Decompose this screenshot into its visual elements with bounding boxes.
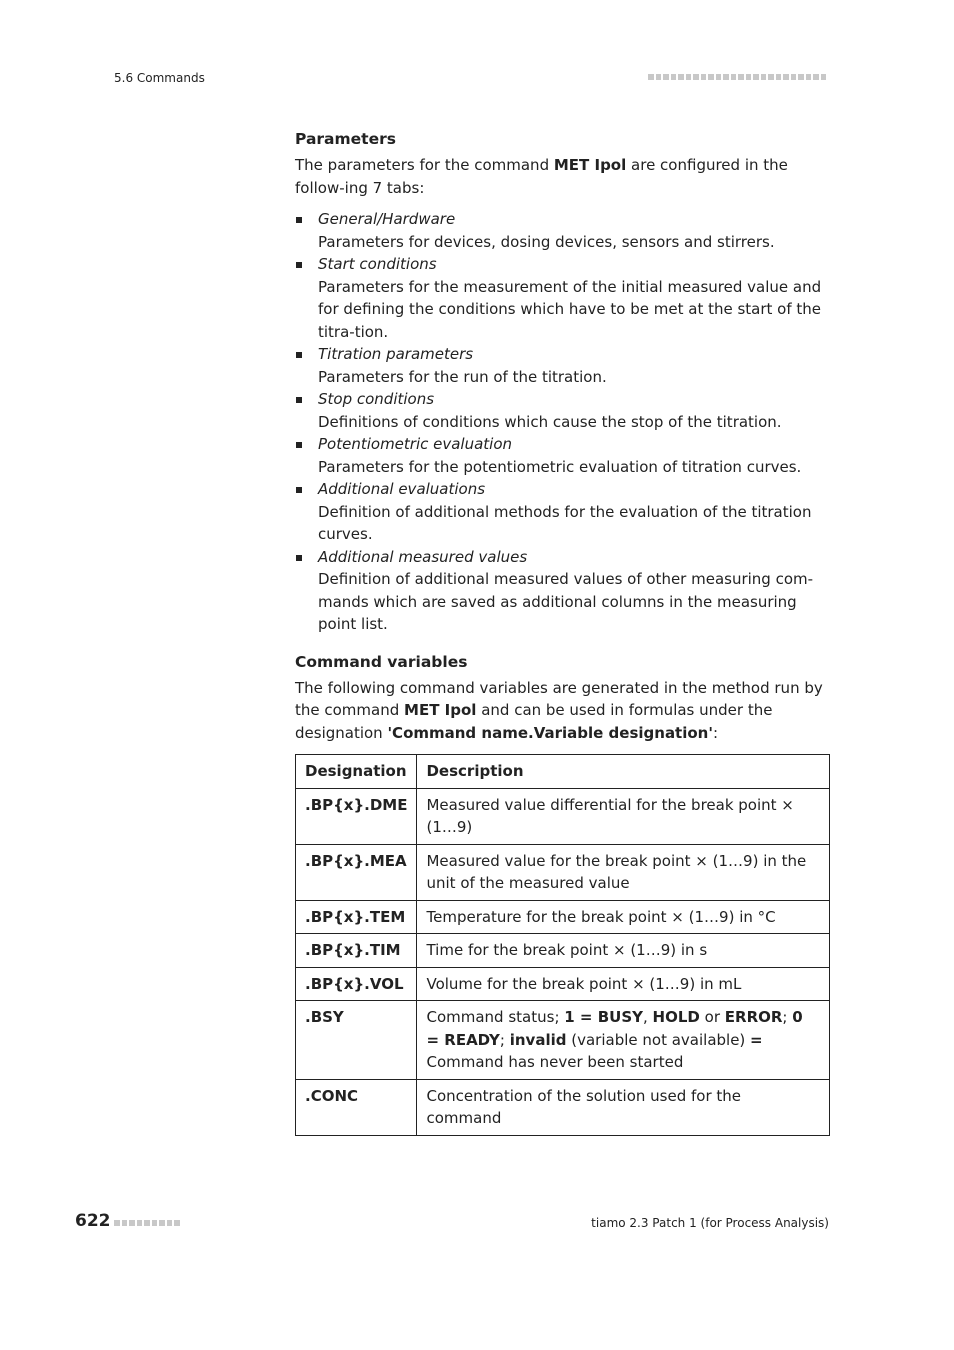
tab-title: Titration parameters [318, 345, 474, 363]
table-row [296, 934, 830, 968]
tab-description: Parameters for the measurement of the initial measured value and for defining the conditions which have to be met at the start of the titra-tion. [318, 277, 822, 341]
tab-title: Start conditions [318, 255, 437, 273]
bullet-icon [296, 217, 302, 223]
list-item [295, 433, 829, 478]
variable-description: Volume for the break point × (1…9) in mL [417, 967, 830, 1001]
bullet-icon [296, 487, 302, 493]
tab-description: Definition of additional measured values of other measuring com-mands which are saved as additional columns in the measuring point list. [318, 570, 814, 633]
table-row [296, 900, 830, 934]
page-number: 622 [75, 1211, 111, 1231]
variables-intro: The following command variables are generated in the method run by the command MET Ipol and can be used in formulas under the designation 'Command name.Variable designation': [295, 678, 823, 742]
list-item [295, 388, 829, 433]
header-decoration-dots [648, 74, 829, 82]
variable-designation: .BP{x}.TIM [296, 934, 417, 968]
table-row [296, 844, 830, 900]
column-header-description: Description [417, 755, 830, 789]
list-item [295, 253, 829, 343]
bullet-icon [296, 262, 302, 268]
list-item [295, 208, 829, 253]
variable-description: Measured value for the break point × (1…9) in the unit of the measured value [417, 844, 830, 900]
variable-designation: .BP{x}.MEA [296, 844, 417, 900]
table-row [296, 1079, 830, 1135]
footer-product-name: tiamo 2.3 Patch 1 (for Process Analysis) [591, 1216, 829, 1230]
parameters-intro: The parameters for the command MET Ipol are configured in the follow-ing 7 tabs: [295, 156, 788, 197]
list-item [295, 343, 829, 388]
variable-designation: .BP{x}.DME [296, 788, 417, 844]
tab-title: Potentiometric evaluation [318, 435, 513, 453]
variable-description: Concentration of the solution used for the command [417, 1079, 830, 1135]
variable-designation: .CONC [296, 1079, 417, 1135]
command-name: MET Ipol [553, 156, 627, 174]
tab-title: General/Hardware [318, 210, 456, 228]
bullet-icon [296, 397, 302, 403]
command-variables-heading: Command variables [295, 652, 468, 671]
bullet-icon [296, 555, 302, 561]
list-item [295, 478, 829, 546]
tab-description: Parameters for the run of the titration. [318, 367, 607, 386]
tab-description: Parameters for the potentiometric evaluation of titration curves. [318, 457, 802, 476]
parameters-heading: Parameters [295, 130, 396, 148]
column-header-designation: Designation [296, 755, 417, 789]
main-content [295, 128, 829, 1136]
variable-designation: .BP{x}.TEM [296, 900, 417, 934]
table-row [296, 788, 830, 844]
variable-description: Temperature for the break point × (1…9) in °C [417, 900, 830, 934]
table-row [296, 1001, 830, 1080]
footer-decoration-dots [114, 1220, 180, 1226]
bullet-icon [296, 352, 302, 358]
designation-format: 'Command name.Variable designation' [387, 723, 713, 742]
variable-description: Measured value differential for the break point × (1…9) [417, 788, 830, 844]
variable-designation: .BSY [296, 1001, 417, 1080]
running-header-section: 5.6 Commands [114, 71, 205, 85]
tab-title: Additional measured values [318, 547, 528, 566]
variables-table [295, 754, 830, 1136]
tab-title: Stop conditions [318, 390, 435, 408]
tab-description: Definition of additional methods for the evaluation of the titration curves. [318, 502, 812, 543]
variable-designation: .BP{x}.VOL [296, 967, 417, 1001]
variable-description-bsy: Command status; 1 = BUSY, HOLD or ERROR; 0 = READY; invalid (variable not available) = Command has never been started [417, 1001, 830, 1080]
table-header-row [296, 755, 830, 789]
list-item [295, 546, 829, 636]
tab-description: Definitions of conditions which cause the stop of the titration. [318, 412, 782, 431]
bullet-icon [296, 442, 302, 448]
tab-description: Parameters for devices, dosing devices, sensors and stirrers. [318, 232, 775, 251]
table-row [296, 967, 830, 1001]
command-name: MET Ipol [404, 701, 477, 719]
variable-description: Time for the break point × (1…9) in s [417, 934, 830, 968]
tabs-list [295, 208, 829, 636]
tab-title: Additional evaluations [318, 480, 486, 498]
